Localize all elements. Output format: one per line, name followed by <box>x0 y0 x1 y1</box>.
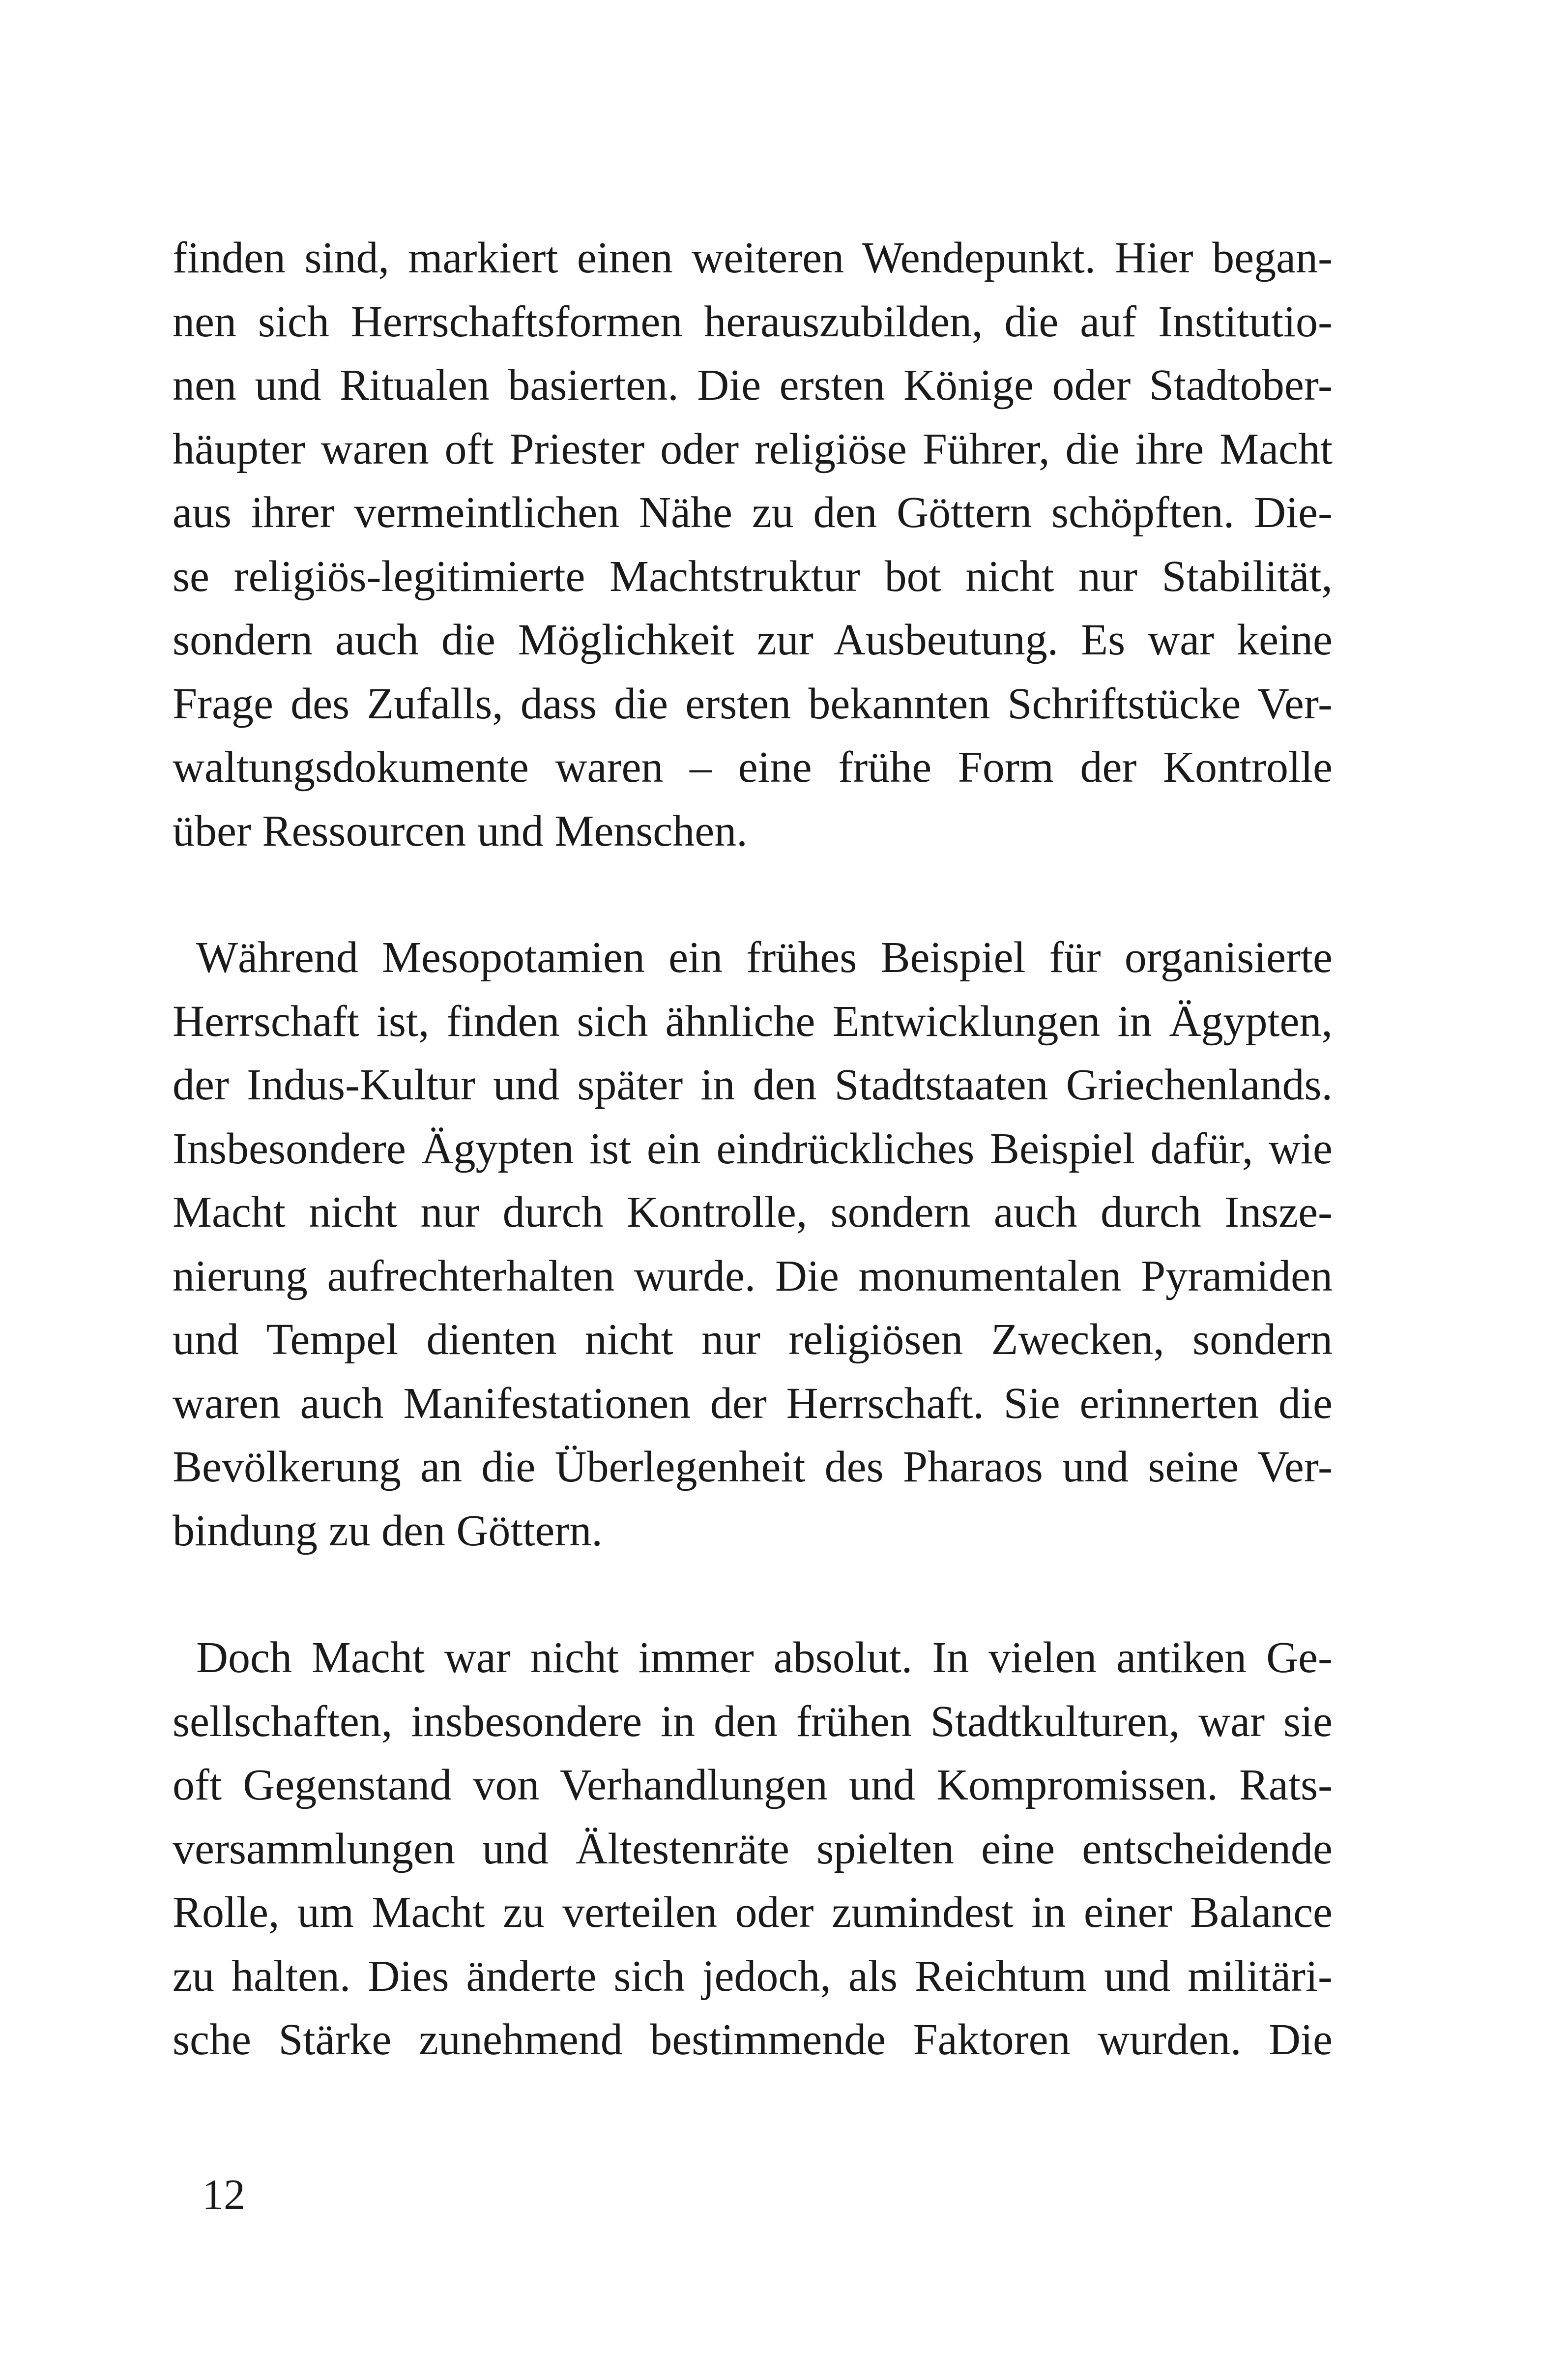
text-line: se religiös-legitimierte Machtstruktur bot nicht nur Stabilität, <box>173 552 1333 601</box>
text-line: versammlungen und Ältestenräte spielten eine entscheidende <box>173 1824 1333 1873</box>
text-line: waltungsdokumente waren – eine frühe Form der Kontrolle <box>173 743 1333 792</box>
paragraph-3 <box>173 1626 1333 2072</box>
text-line: Bevölkerung an die Überlegenheit des Pharaos und seine Ver- <box>173 1443 1333 1491</box>
text-line: der Indus-Kultur und später in den Stadtstaaten Griechenlands. <box>173 1061 1333 1109</box>
text-line: Frage des Zufalls, dass die ersten bekannten Schriftstücke Ver- <box>173 679 1333 728</box>
text-line: und Tempel dienten nicht nur religiösen Zwecken, sondern <box>173 1315 1333 1364</box>
text-line: nierung aufrechterhalten wurde. Die monumentalen Pyramiden <box>173 1251 1333 1300</box>
text-line: Macht nicht nur durch Kontrolle, sondern auch durch Insze- <box>173 1188 1333 1237</box>
text-line: Doch Macht war nicht immer absolut. In vielen antiken Ge- <box>196 1633 1333 1682</box>
text-line: aus ihrer vermeintlichen Nähe zu den Göttern schöpften. Die- <box>173 488 1333 537</box>
text-line: waren auch Manifestationen der Herrschaft. Sie erinnerten die <box>173 1379 1333 1428</box>
text-line: sche Stärke zunehmend bestimmende Faktoren wurden. Die <box>173 2015 1333 2064</box>
text-line: zu halten. Dies änderte sich jedoch, als Reichtum und militäri- <box>173 1951 1333 2001</box>
text-line: nen und Ritualen basierten. Die ersten Könige oder Stadtober- <box>173 361 1333 410</box>
text-line: sondern auch die Möglichkeit zur Ausbeutung. Es war keine <box>173 616 1333 664</box>
text-line: Insbesondere Ägypten ist ein eindrückliches Beispiel dafür, wie <box>173 1124 1333 1173</box>
text-line: Herrschaft ist, finden sich ähnliche Entwicklungen in Ägypten, <box>173 997 1333 1046</box>
text-line: Während Mesopotamien ein frühes Beispiel für organisierte <box>196 933 1333 982</box>
text-line: über Ressourcen und Menschen. <box>173 806 748 856</box>
text-line: nen sich Herrschaftsformen herauszubilden, die auf Institutio- <box>173 297 1333 346</box>
text-line: Rolle, um Macht zu verteilen oder zumindest in einer Balance <box>173 1888 1333 1937</box>
text-line: finden sind, markiert einen weiteren Wendepunkt. Hier began- <box>173 234 1333 282</box>
text-line: sellschaften, insbesondere in den frühen Stadtkulturen, war sie <box>173 1697 1333 1746</box>
page-number: 12 <box>202 2171 245 2219</box>
text-line: oft Gegenstand von Verhandlungen und Kompromissen. Rats- <box>173 1761 1333 1809</box>
paragraph-1 <box>173 226 1333 863</box>
paragraph-2 <box>173 926 1333 1563</box>
text-line: bindung zu den Göttern. <box>173 1506 603 1555</box>
text-line: häupter waren oft Priester oder religiöse Führer, die ihre Macht <box>173 424 1333 473</box>
